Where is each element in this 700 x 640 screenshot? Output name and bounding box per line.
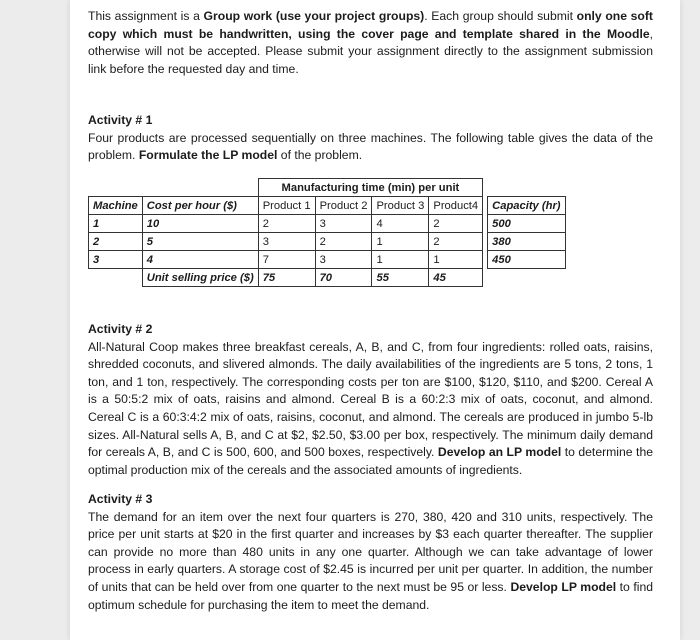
- table-row: 1 10 2 3 4 2 500: [89, 215, 566, 233]
- activity-2-title: Activity # 2: [88, 322, 153, 336]
- header-product-2: Product 2: [315, 197, 372, 215]
- header-product-1: Product 1: [258, 197, 315, 215]
- activity-2: [88, 321, 653, 479]
- table-price-row: Unit selling price ($) 75 70 55 45: [89, 269, 566, 287]
- header-cost: Cost per hour ($): [142, 197, 258, 215]
- document-page: [70, 0, 680, 640]
- activity-3: [88, 491, 653, 614]
- group-header: Manufacturing time (min) per unit: [258, 179, 482, 197]
- table-row: 2 5 3 2 1 2 380: [89, 233, 566, 251]
- header-machine: Machine: [89, 197, 143, 215]
- price-label: Unit selling price ($): [142, 269, 258, 287]
- activity-1-text: Four products are processed sequentially on three machines. The following table gives the data of the problem. Formulate the LP model of the problem.: [88, 130, 653, 163]
- activity-1: [88, 112, 653, 165]
- activity-2-text: All-Natural Coop makes three breakfast cereals, A, B, and C, from four ingredients: rolled oats, raisins, shredded coconuts, and slivered almonds. The daily availabilities of the ingredients are 5 tons, 2 tons, 1 ton, and 1 ton, respectively. The corresponding costs per ton are $100, $120, $110, and $200. Cereal A is a 50:5:2 mix of oats, raisins and almond. Cereal B is a 60:2:3 mix of oats, coconut, and almond. Cereal C is a 60:3:4:2 mix of oats, raisins, coconut, and almond. The cereals are produced in jumbo 5-lb sizes. All-Natural sells A, B, and C at $2, $2.50, $3.00 per box, respectively. The minimum daily demand for cereals A, B, and C is 500, 600, and 500 boxes, respectively. Develop an LP model to determine the optimal production mix of the cereals and the associated amounts of ingredients.: [88, 339, 653, 477]
- activity-3-title: Activity # 3: [88, 492, 153, 506]
- header-capacity: Capacity (hr): [488, 197, 565, 215]
- intro-paragraph: This assignment is a Group work (use your project groups). Each group should submit only one soft copy which must be handwritten, using the cover page and template shared in the Moodle, otherwise will not be accepted. Please submit your assignment directly to the assignment submission link before the requested day and time.: [88, 9, 653, 76]
- header-product-4: Product4: [429, 197, 483, 215]
- table-row: 3 4 7 3 1 1 450: [89, 251, 566, 269]
- table-header-row: [89, 197, 566, 215]
- manufacturing-table: [88, 178, 566, 287]
- table-group-header-row: [89, 179, 566, 197]
- activity-1-title: Activity # 1: [88, 113, 153, 127]
- header-product-3: Product 3: [372, 197, 429, 215]
- activity-3-text: The demand for an item over the next four quarters is 270, 380, 420 and 310 units, respectively. The price per unit starts at $20 in the first quarter and increases by $3 each quarter thereafter. The supplier can provide no more than 480 units in any one quarter. Although we can take advantage of lower process in early quarters. A storage cost of $2.45 is incurred per unit per quarter. In addition, the number of units that can be held over from one quarter to the next must be 95 or less. Develop LP model to find optimum schedule for purchasing the item to meet the demand.: [88, 509, 653, 612]
